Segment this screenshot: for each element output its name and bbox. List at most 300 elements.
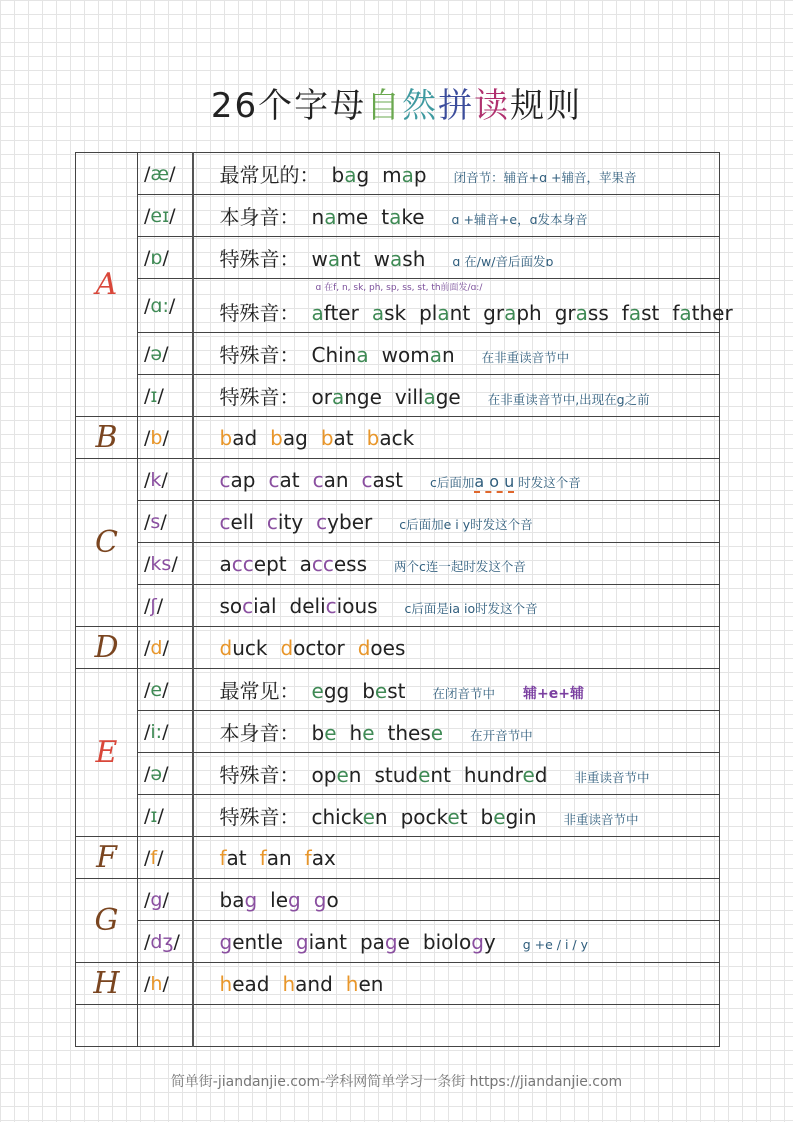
phonetic-cell: [138, 459, 193, 501]
word-part: oes: [370, 635, 406, 660]
phonetic-symbol: æ: [150, 162, 170, 185]
phonetic-slash: /: [162, 972, 169, 995]
highlight-letters: e: [447, 805, 460, 829]
rule-note: [432, 686, 495, 701]
word-part: ke: [401, 205, 425, 229]
phonetic-slash: /: [169, 162, 176, 185]
table-row: [76, 921, 720, 963]
title-part: 26个字母: [210, 86, 367, 126]
highlight-letters: c: [266, 509, 278, 534]
word-part: biolo: [422, 929, 472, 954]
note-part: 在闭音节中: [432, 686, 495, 701]
note-part: 时发这个音: [514, 474, 581, 490]
highlight-letters: g: [313, 887, 327, 912]
phonetic-slash: /: [162, 888, 169, 911]
table-row: [76, 585, 720, 627]
word-part: uck: [232, 635, 268, 660]
phonetic-cell: [138, 195, 193, 237]
phonetic-slash: /: [144, 552, 151, 575]
word-part: entle: [232, 929, 283, 954]
word-part: st: [387, 679, 406, 703]
note-part: 非重读音节中: [563, 812, 639, 827]
highlight-letters: e: [430, 721, 444, 745]
example-word: [268, 468, 299, 492]
phonetic-slash: /: [161, 468, 168, 491]
highlight-letters: a: [504, 301, 517, 325]
content-cell: [193, 921, 720, 963]
word-part: f: [621, 301, 629, 325]
phonetic-cell: [138, 627, 193, 669]
word-part: ess: [333, 551, 368, 576]
highlight-letters: a: [437, 301, 450, 325]
sound-label: 特殊音：: [219, 385, 300, 409]
phonetic-slash: /: [144, 204, 151, 227]
word-part: nge: [344, 385, 382, 409]
content-cell: [193, 375, 720, 417]
word-part: w: [311, 247, 328, 271]
word-part: ast: [372, 467, 404, 492]
example-word: [282, 972, 332, 996]
phonetic-cell: [138, 417, 193, 459]
rule-note: [452, 254, 553, 269]
phonetic-symbol: e: [150, 678, 163, 701]
example-word: [483, 301, 542, 325]
example-word: [362, 468, 404, 492]
sound-label: 本身音：: [219, 721, 300, 745]
table-row: [76, 279, 720, 333]
word-part: nt: [340, 247, 361, 271]
content-cell: [193, 627, 720, 669]
letter-cell: G: [76, 879, 138, 963]
example-word: [362, 679, 405, 703]
highlight-letters: e: [311, 679, 324, 703]
note-part: +辅音，苹果音: [547, 170, 637, 185]
note-part: c后面加: [430, 474, 475, 490]
example-word: [555, 301, 609, 325]
content-cell: [193, 795, 720, 837]
word-part: t: [381, 205, 390, 229]
phonetic-slash: /: [144, 846, 151, 869]
word-part: ther: [691, 301, 733, 325]
example-word: [358, 636, 406, 660]
highlight-letters: a: [356, 343, 369, 367]
word-part: wom: [381, 343, 430, 367]
phonetic-slash: /: [144, 342, 151, 365]
phonetic-symbol: ɪ: [150, 804, 158, 827]
content-cell: [193, 501, 720, 543]
phonetic-symbol: k: [150, 468, 162, 491]
word-part: o: [326, 887, 339, 912]
phonetic-slash: /: [162, 426, 169, 449]
word-part: ious: [336, 593, 378, 618]
example-word: [312, 205, 369, 229]
word-part: ag: [282, 425, 308, 450]
phonetic-slash: /: [144, 804, 151, 827]
word-part: en: [358, 971, 384, 996]
phonetic-slash: /: [144, 762, 151, 785]
word-part: ad: [232, 425, 258, 450]
content-cell: [193, 753, 720, 795]
word-part: ap: [230, 467, 256, 492]
word-part: ial: [253, 593, 277, 618]
highlight-letters: a: [344, 163, 357, 187]
highlight-letters: c: [219, 467, 231, 492]
example-word: [350, 721, 375, 745]
example-word: [300, 552, 367, 576]
highlight-letters: a: [371, 301, 385, 325]
note-part: ɑ +辅音+e，ɑ发本身音: [451, 212, 588, 227]
word-part: Chin: [311, 343, 357, 367]
note-part: 在非重读音节中,出现在g之前: [487, 392, 650, 407]
highlight-letters: a: [401, 163, 414, 187]
highlight-letters: c: [219, 509, 231, 534]
phonetic-slash: /: [157, 846, 164, 869]
phonetic-symbol: d: [150, 636, 163, 659]
content-cell: [193, 279, 733, 333]
content-cell: [193, 417, 720, 459]
highlight-letters: d: [280, 635, 294, 660]
phonics-table: [75, 152, 733, 1047]
word-part: t: [459, 805, 468, 829]
word-part: b: [331, 163, 345, 187]
note-part: ɑ: [539, 170, 548, 185]
highlight-letters: a: [327, 247, 341, 271]
phonetic-slash: /: [144, 510, 151, 533]
word-part: n: [348, 763, 362, 787]
phonetic-symbol: i:: [150, 720, 163, 743]
highlight-letters: cc: [231, 551, 254, 576]
word-part: a: [299, 551, 312, 576]
table-row: [76, 627, 720, 669]
phonetic-cell: [138, 963, 193, 1005]
example-word: [316, 510, 372, 534]
rule-note: [405, 601, 538, 616]
phonetic-cell: [138, 753, 193, 795]
word-part: ack: [379, 425, 415, 450]
table-row: [76, 711, 720, 753]
table-row: [76, 501, 720, 543]
rule-note: [482, 350, 570, 365]
word-part: gr: [483, 301, 505, 325]
example-word: [321, 426, 354, 450]
word-part: n: [374, 805, 388, 829]
table-row: [76, 459, 720, 501]
rule-note: [564, 812, 639, 827]
example-word: [280, 636, 344, 660]
word-part: ead: [232, 971, 270, 996]
note-part: ɑ 在/w/音后面发ɒ: [452, 254, 554, 269]
highlight-letters: b: [366, 425, 380, 450]
content-cell: [193, 837, 720, 879]
highlight-letters: e: [418, 763, 431, 787]
highlight-letters: a: [331, 385, 345, 409]
highlight-letters: f: [259, 845, 267, 870]
phonetic-symbol: g: [150, 888, 163, 911]
example-word: [267, 510, 303, 534]
highlight-letters: a: [311, 301, 324, 325]
rule-note: [399, 517, 532, 532]
example-word: [290, 594, 378, 618]
word-part: b: [480, 805, 494, 829]
phonetic-slash: /: [144, 426, 151, 449]
phonetic-slash: /: [162, 246, 169, 269]
highlight-letters: a: [390, 247, 403, 271]
highlight-letters: c: [316, 509, 328, 534]
example-word: [270, 426, 308, 450]
example-word: [312, 343, 369, 367]
phonetic-slash: /: [160, 510, 167, 533]
word-part: p: [413, 163, 427, 187]
word-part: gin: [505, 805, 537, 829]
phonetic-slash: /: [156, 594, 164, 617]
note-part: g +e / i / y: [522, 936, 588, 952]
phonetic-slash: /: [144, 720, 151, 743]
sound-label: 特殊音：: [219, 805, 300, 829]
letter-cell: H: [76, 963, 138, 1005]
word-part: b: [362, 679, 375, 703]
phonetic-symbol: f: [150, 846, 158, 869]
highlight-letters: cc: [311, 551, 334, 576]
phonetic-symbol: s: [150, 510, 161, 533]
phonetic-slash: /: [173, 930, 180, 953]
phonetic-slash: /: [162, 762, 169, 785]
phonetic-symbol: ə: [150, 342, 163, 365]
word-part: f: [672, 301, 680, 325]
letter-cell: E: [76, 669, 138, 837]
rule-note: [430, 471, 581, 491]
example-word: [423, 930, 496, 954]
word-part: at: [333, 425, 354, 450]
sound-label: 最常见的：: [219, 163, 320, 187]
phonetic-cell: [138, 375, 193, 417]
sound-label: 特殊音：: [219, 343, 300, 367]
highlight-letters: a: [575, 301, 588, 325]
word-part: m: [382, 163, 402, 187]
title-part: 规则: [510, 86, 583, 126]
word-part: an: [323, 467, 349, 492]
highlight-letters: c: [312, 467, 324, 492]
word-part: w: [373, 247, 391, 271]
example-word: [220, 594, 277, 618]
word-part: vill: [394, 385, 424, 409]
phonetic-slash: /: [144, 972, 151, 995]
word-part: ba: [219, 887, 245, 912]
word-part: or: [311, 385, 332, 409]
phonetic-slash: /: [144, 888, 151, 911]
letter-cell: F: [76, 837, 138, 879]
word-part: at: [226, 845, 247, 870]
word-part: me: [336, 205, 369, 229]
note-part: c后面是ia io时发这个音: [404, 600, 538, 616]
word-part: yber: [327, 509, 373, 534]
highlight-letters: a: [389, 205, 402, 229]
rule-note: [523, 937, 588, 952]
highlight-letters: a: [429, 343, 442, 367]
phonetic-slash: /: [162, 720, 169, 743]
content-cell: [193, 711, 720, 753]
example-word: [388, 721, 444, 745]
word-part: le: [270, 887, 289, 912]
title-part: 然: [402, 86, 439, 126]
highlight-letters: h: [219, 971, 233, 996]
highlight-letters: h: [345, 971, 359, 996]
example-word: [672, 301, 732, 325]
note-part: 在开音节中: [470, 728, 533, 743]
table-row: [76, 837, 720, 879]
phonetic-slash: /: [144, 678, 151, 701]
highlight-letters: a: [679, 301, 692, 325]
example-word: [220, 468, 256, 492]
example-word: [312, 805, 388, 829]
phonetic-slash: /: [144, 162, 151, 185]
highlight-letters: g: [295, 929, 309, 954]
phonetic-cell: [138, 921, 193, 963]
highlight-letters: e: [362, 805, 375, 829]
highlight-letters: e: [522, 763, 535, 787]
phonetic-slash: /: [162, 342, 169, 365]
rule-note: [394, 559, 526, 574]
phonetic-slash: /: [144, 294, 151, 317]
letter-cell: A: [76, 153, 138, 417]
title-part: 自: [366, 86, 403, 126]
note-part: a o u: [474, 471, 515, 491]
example-word: [220, 888, 258, 912]
word-part: n: [311, 205, 325, 229]
example-word: [305, 846, 336, 870]
word-part: ss: [587, 301, 609, 325]
phonetic-cell: [138, 711, 193, 753]
word-part: ell: [230, 509, 254, 534]
word-part: an: [266, 845, 292, 870]
highlight-letters: g: [219, 929, 233, 954]
phonetic-slash: /: [171, 552, 178, 575]
word-part: ept: [253, 551, 287, 576]
phonetic-symbol: ɪ: [150, 384, 158, 407]
title-part: 拼: [438, 86, 475, 126]
rule-note: [454, 170, 637, 185]
example-word: [382, 163, 426, 187]
highlight-letters: g: [288, 887, 301, 912]
phonetic-slash: /: [168, 294, 176, 317]
word-part: h: [349, 721, 363, 745]
word-part: and: [295, 971, 333, 996]
example-word: [401, 805, 468, 829]
example-word: [314, 888, 339, 912]
highlight-letters: e: [362, 721, 375, 745]
phonetic-cell: [138, 279, 193, 333]
table-row: [76, 237, 720, 279]
word-part: hundr: [463, 763, 523, 787]
phonetic-cell: [138, 333, 193, 375]
highlight-letters: a: [423, 385, 436, 409]
sound-label: 特殊音：: [219, 301, 300, 325]
example-word: [367, 426, 415, 450]
phonetic-cell: [138, 501, 193, 543]
word-part: pa: [359, 929, 385, 954]
highlight-letters: c: [268, 467, 280, 492]
highlight-letters: f: [304, 845, 312, 870]
example-word: [332, 163, 370, 187]
example-word: [312, 385, 382, 409]
example-word: [270, 888, 301, 912]
rule-note: [574, 770, 649, 785]
word-part: pock: [400, 805, 448, 829]
sound-label: 本身音：: [219, 205, 300, 229]
highlight-letters: b: [320, 425, 334, 450]
example-word: [312, 247, 361, 271]
example-word: [395, 385, 461, 409]
phonetic-slash: /: [144, 594, 151, 617]
content-cell: [193, 879, 720, 921]
example-word: [313, 468, 349, 492]
rule-note: [488, 392, 650, 407]
note-part: c后面加e i y时发这个音: [399, 516, 533, 532]
sound-label: 最常见：: [219, 679, 300, 703]
word-part: y: [483, 929, 496, 954]
table-row: [76, 417, 720, 459]
title-part: 读: [474, 86, 511, 126]
page-title: [0, 78, 793, 127]
note-part: 闭音节：辅音+: [453, 170, 540, 185]
phonetic-cell: [138, 585, 193, 627]
highlight-letters: a: [324, 205, 337, 229]
highlight-letters: b: [270, 425, 283, 450]
highlight-letters: d: [357, 635, 371, 660]
highlight-letters: g: [471, 929, 484, 954]
content-cell: [193, 237, 720, 279]
table-row: [76, 153, 720, 195]
note-part: 在非重读音节中: [481, 350, 570, 365]
phonetic-symbol: ɒ: [150, 246, 163, 269]
highlight-letters: e: [336, 763, 349, 787]
example-word: [312, 763, 362, 787]
table-row: [76, 963, 720, 1005]
word-part: nt: [430, 763, 451, 787]
phonetic-cell: [138, 1005, 193, 1047]
note-part: 两个c连一起时发这个音: [394, 558, 526, 574]
table-row: [76, 879, 720, 921]
example-word: [622, 301, 660, 325]
word-part: nt: [449, 301, 471, 325]
phonetic-cell: [138, 153, 193, 195]
phonetic-cell: [138, 795, 193, 837]
example-word: [372, 301, 406, 325]
word-part: sh: [402, 247, 426, 271]
example-word: [481, 805, 537, 829]
example-word: [220, 972, 270, 996]
example-word: [312, 301, 359, 325]
highlight-letters: f: [219, 845, 227, 870]
table-row: [76, 333, 720, 375]
highlight-letters: h: [282, 971, 296, 996]
letter-cell: [76, 1005, 138, 1047]
rule-note: [452, 212, 588, 227]
table-row: [76, 543, 720, 585]
letter-cell: B: [76, 417, 138, 459]
phonetic-slash: /: [144, 930, 151, 953]
table-row: [76, 795, 720, 837]
highlight-letters: e: [374, 679, 388, 703]
example-word: [360, 930, 410, 954]
word-part: ax: [311, 845, 336, 870]
example-word: [464, 763, 548, 787]
word-part: st: [641, 301, 660, 325]
content-cell: [193, 153, 720, 195]
letter-cell: C: [76, 459, 138, 627]
word-part: gr: [554, 301, 576, 325]
example-word: [381, 205, 424, 229]
phonetic-cell: [138, 669, 193, 711]
